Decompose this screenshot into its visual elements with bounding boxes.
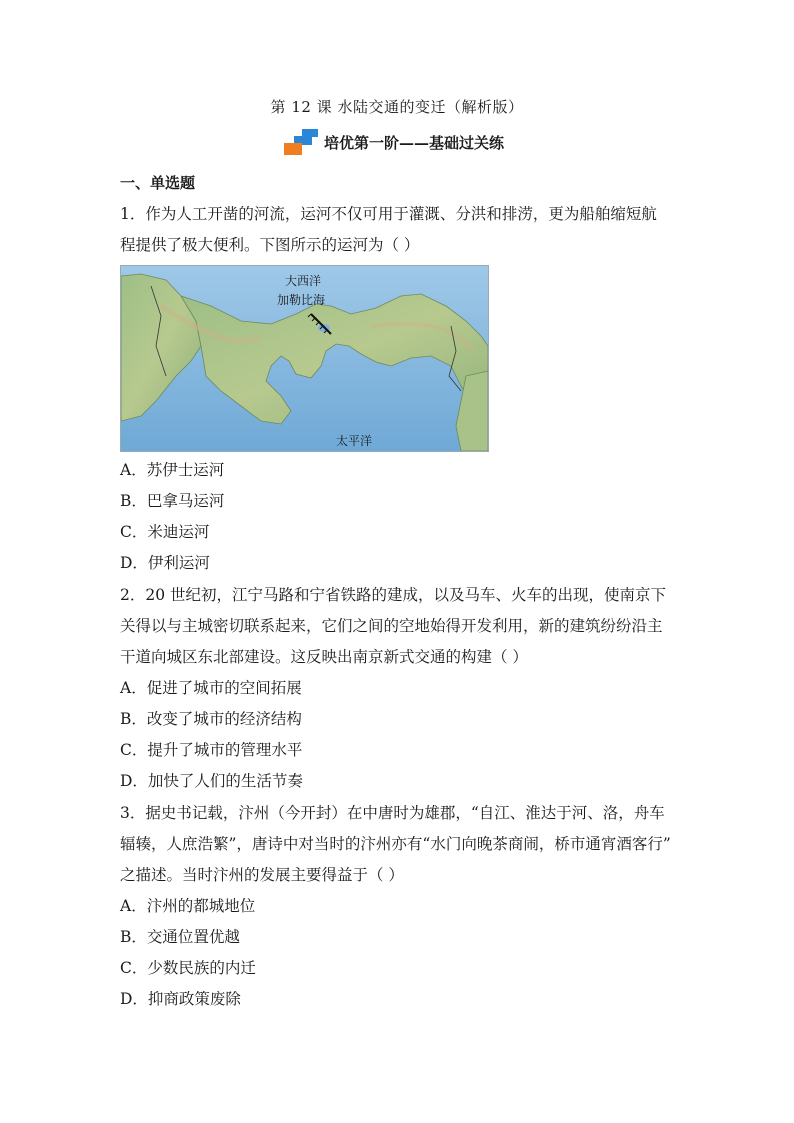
q2-stem-line-3: 干道向城区东北部建设。这反映出南京新式交通的构建（ ） (120, 648, 528, 666)
q1-stem-line-1: 1．作为人工开凿的河流，运河不仅可用于灌溉、分洪和排涝，更为船舶缩短航 (120, 205, 657, 223)
section-label: 培优第一阶——基础过关练 (324, 133, 505, 152)
part-heading: 一、单选题 (120, 174, 196, 192)
q3-option-c: C．少数民族的内迁 (120, 959, 256, 977)
q1-option-b: B．巴拿马运河 (120, 492, 225, 510)
q3-option-a: A．汴州的都城地位 (120, 897, 256, 915)
q1-option-d: D．伊利运河 (120, 554, 210, 572)
q2-option-a: A．促进了城市的空间拓展 (120, 679, 302, 697)
q3-stem-line-3: 之描述。当时汴州的发展主要得益于（ ） (120, 866, 404, 884)
q3-stem-line-2: 辐辏，人庶浩繁”，唐诗中对当时的汴州亦有“水门向晚茶商闹，桥市通宵酒客行” (120, 835, 671, 853)
q2-option-d: D．加快了人们的生活节奏 (120, 772, 303, 790)
q3-option-d: D．抑商政策废除 (120, 990, 241, 1008)
map-label-pacific: 太平洋 (336, 434, 373, 448)
section-badge-icon (284, 129, 320, 155)
q2-stem-line-1: 2．20 世纪初，江宁马路和宁省铁路的建成，以及马车、火车的出现，使南京下 (120, 586, 667, 604)
q1-option-a: A．苏伊士运河 (120, 461, 225, 479)
q2-stem-line-2: 关得以与主城密切联系起来，它们之间的空地始得开发利用，新的建筑纷纷沿主 (120, 617, 663, 635)
q1-option-c: C．米迪运河 (120, 523, 210, 541)
q3-stem-line-1: 3．据史书记载，汴州（今开封）在中唐时为雄郡，“自江、淮达于河、洛，舟车 (120, 804, 665, 822)
map-label-atlantic: 大西洋 (285, 274, 322, 288)
q2-option-c: C．提升了城市的管理水平 (120, 741, 303, 759)
map-label-caribbean: 加勒比海 (277, 293, 326, 307)
q2-option-b: B．改变了城市的经济结构 (120, 710, 302, 728)
panama-map (120, 265, 489, 452)
document-title: 第 12 课 水陆交通的变迁（解析版） (270, 98, 524, 116)
q3-option-b: B．交通位置优越 (120, 928, 240, 946)
q1-stem-line-2: 程提供了极大便利。下图所示的运河为（ ） (120, 236, 420, 254)
section-heading (284, 128, 504, 156)
